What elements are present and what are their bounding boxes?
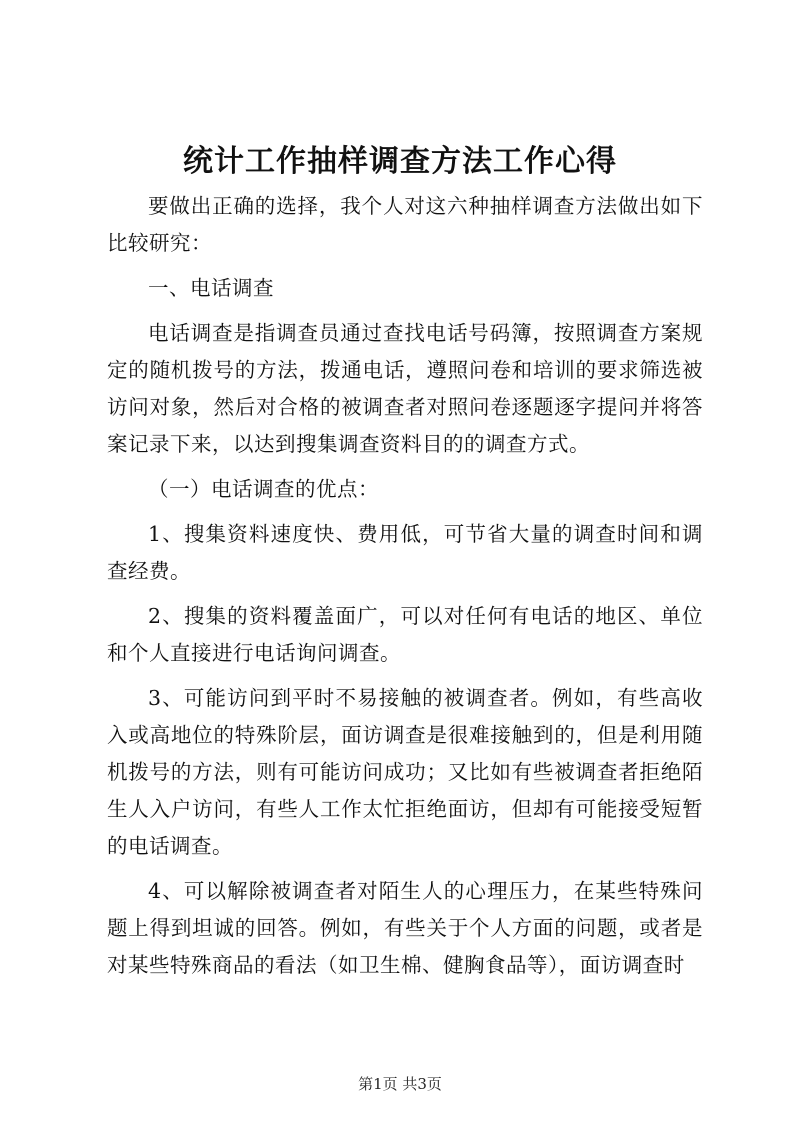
paragraph-advantage-4: 4、可以解除被调查者对陌生人的心理压力，在某些特殊问题上得到坦诚的回答。例如，有些关于个人方面的问题，或者是对某些特殊商品的看法（如卫生棉、健胸食品等），面访调查时 bbox=[107, 879, 703, 977]
paragraph-advantage-1: 1、搜集资料速度快、费用低，可节省大量的调查时间和调查经费。 bbox=[107, 522, 703, 583]
section-heading-phone-survey: 一、电话调查 bbox=[148, 276, 274, 300]
page-title: 统计工作抽样调查方法工作心得 bbox=[183, 144, 617, 179]
paragraph-advantage-2: 2、搜集的资料覆盖面广，可以对任何有电话的地区、单位和个人直接进行电话询问调查。 bbox=[107, 604, 703, 665]
paragraph-intro: 要做出正确的选择，我个人对这六种抽样调查方法做出如下比较研究： bbox=[107, 194, 703, 255]
paragraph-advantage-3: 3、可能访问到平时不易接触的被调查者。例如，有些高收入或高地位的特殊阶层，面访调查是很难接触到的，但是利用随机拨号的方法，则有可能访问成功；又比如有些被调查者拒绝陌生人入户访问，有些人工作太忙拒绝面访，但却有可能接受短暂的电话调查。 bbox=[107, 686, 703, 858]
page-footer: 第1页 共3页 bbox=[358, 1075, 442, 1093]
subsection-heading-advantages: （一）电话调查的优点： bbox=[148, 477, 379, 501]
paragraph-phone-survey-definition: 电话调查是指调查员通过查找电话号码簿，按照调查方案规定的随机拨号的方法，拨通电话，遵照问卷和培训的要求筛选被访问对象，然后对合格的被调查者对照问卷逐题逐字提问并将答案记录下来，以达到搜集调查资料目的的调查方式。 bbox=[107, 321, 703, 456]
document-body bbox=[107, 188, 703, 992]
